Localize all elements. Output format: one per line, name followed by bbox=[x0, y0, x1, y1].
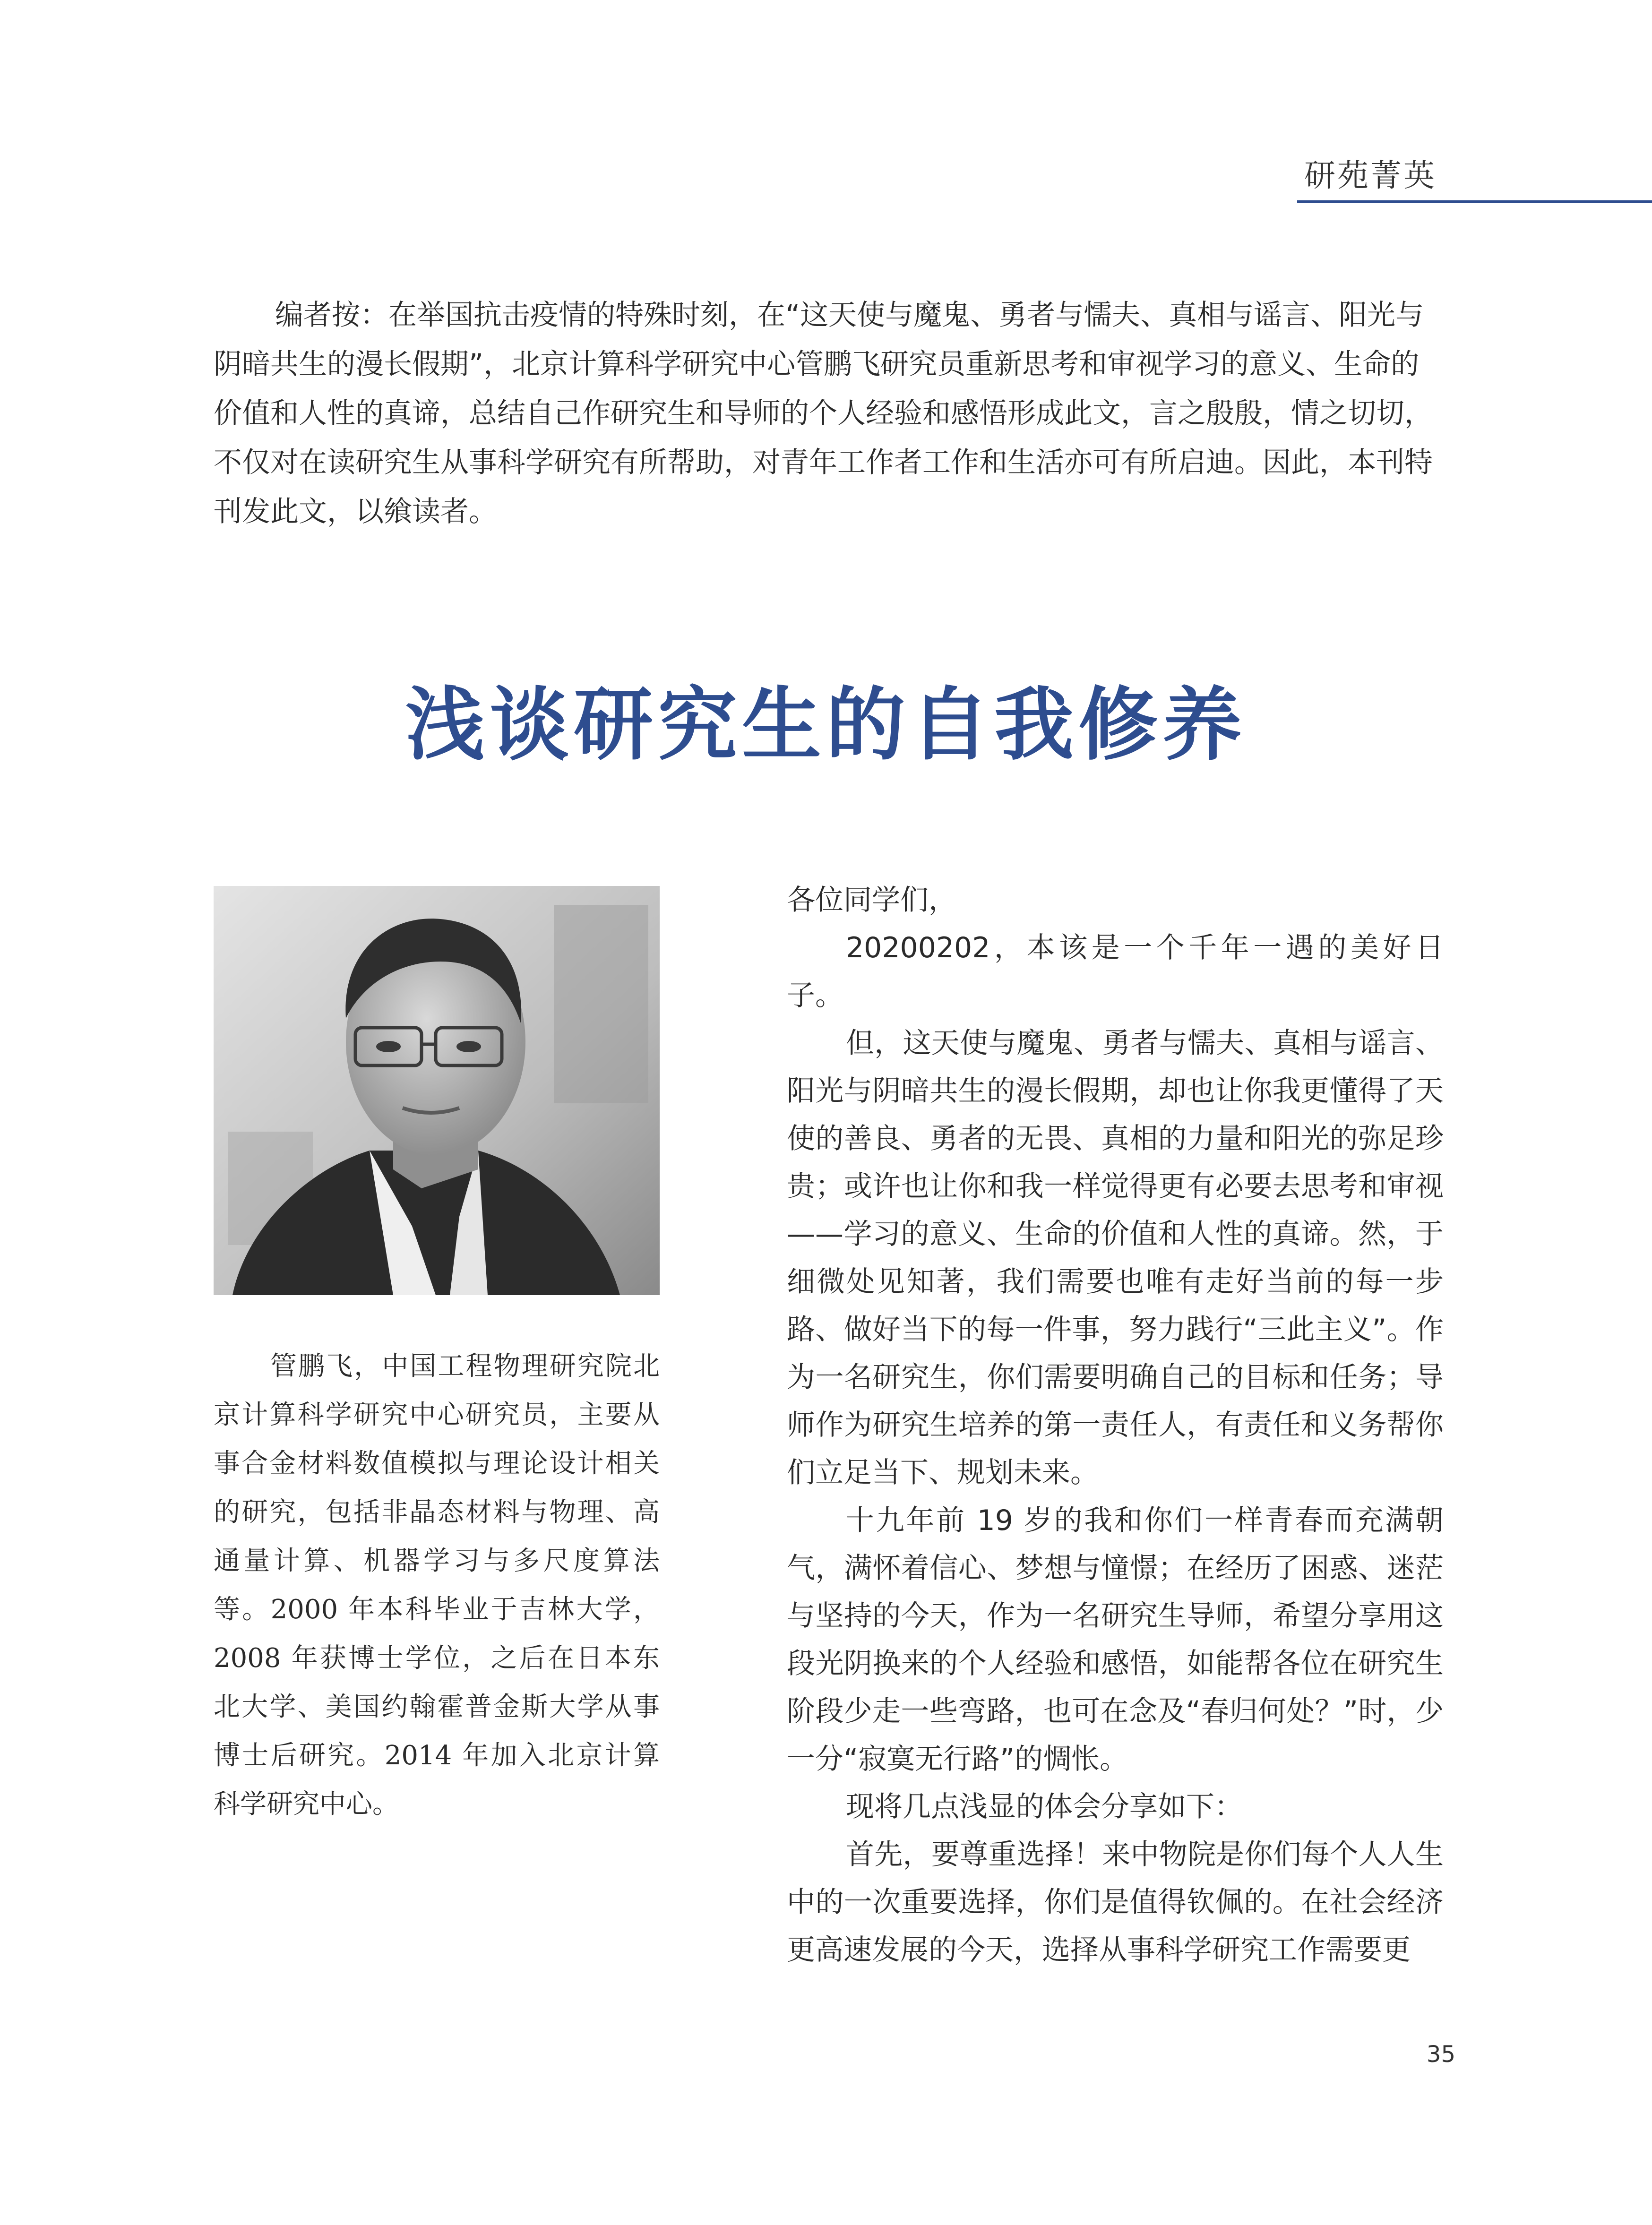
body-paragraph: 十九年前 19 岁的我和你们一样青春而充满朝气，满怀着信心、梦想与憧憬；在经历了困惑、迷茫与坚持的今天，作为一名研究生导师，希望分享用这段光阴换来的个人经验和感悟，如能帮各位在研究生阶段少走一些弯路，也可在念及“春归何处？”时，少一分“寂寞无行路”的惆怅。 bbox=[787, 1504, 1444, 1776]
author-bio-text: 管鹏飞，中国工程物理研究院北京计算科学研究中心研究员，主要从事合金材料数值模拟与理论设计相关的研究，包括非晶态材料与物理、高通量计算、机器学习与多尺度算法等。2000 年本科毕业于吉林大学，2008 年获博士学位，之后在日本东北大学、美国约翰霍普金斯大学从事博士后研究。2014 年加入北京计算科学研究中心。 bbox=[214, 1351, 660, 1820]
article-title: 浅谈研究生的自我修养 bbox=[405, 678, 1247, 771]
editor-note bbox=[214, 291, 1442, 536]
body-paragraph: 现将几点浅显的体会分享如下： bbox=[846, 1790, 1243, 1823]
section-label: 研苑菁英 bbox=[1304, 157, 1437, 194]
author-photo bbox=[214, 886, 660, 1295]
editor-note-text: 编者按：在举国抗击疫情的特殊时刻，在“这天使与魔鬼、勇者与懦夫、真相与谣言、阳光与阴暗共生的漫长假期”，北京计算科学研究中心管鹏飞研究员重新思考和审视学习的意义、生命的价值和人性的真谛，总结自己作研究生和导师的个人经验和感悟形成此文，言之殷殷，情之切切，不仅对在读研究生从事科学研究有所帮助，对青年工作者工作和生活亦可有所启迪。因此，本刊特刊发此文，以飨读者。 bbox=[214, 299, 1433, 528]
article-body bbox=[787, 876, 1444, 1974]
page-number: 35 bbox=[1426, 2041, 1455, 2068]
body-paragraph: 20200202，本该是一个千年一遇的美好日子。 bbox=[787, 931, 1444, 1012]
author-bio bbox=[214, 1342, 660, 1829]
header-rule bbox=[1297, 200, 1652, 203]
body-paragraph: 首先，要尊重选择！来中物院是你们每个人人生中的一次重要选择，你们是值得钦佩的。在社会经济更高速发展的今天，选择从事科学研究工作需要更 bbox=[787, 1838, 1444, 1967]
body-paragraph: 各位同学们， bbox=[787, 884, 957, 917]
body-paragraph: 但，这天使与魔鬼、勇者与懦夫、真相与谣言、阳光与阴暗共生的漫长假期，却也让你我更懂得了天使的善良、勇者的无畏、真相的力量和阳光的弥足珍贵；或许也让你和我一样觉得更有必要去思考和审视——学习的意义、生命的价值和人性的真谛。然，于细微处见知著，我们需要也唯有走好当前的每一步路、做好当下的每一件事，努力践行“三此主义”。作为一名研究生，你们需要明确自己的目标和任务；导师作为研究生培养的第一责任人，有责任和义务帮你们立足当下、规划未来。 bbox=[787, 1027, 1444, 1489]
